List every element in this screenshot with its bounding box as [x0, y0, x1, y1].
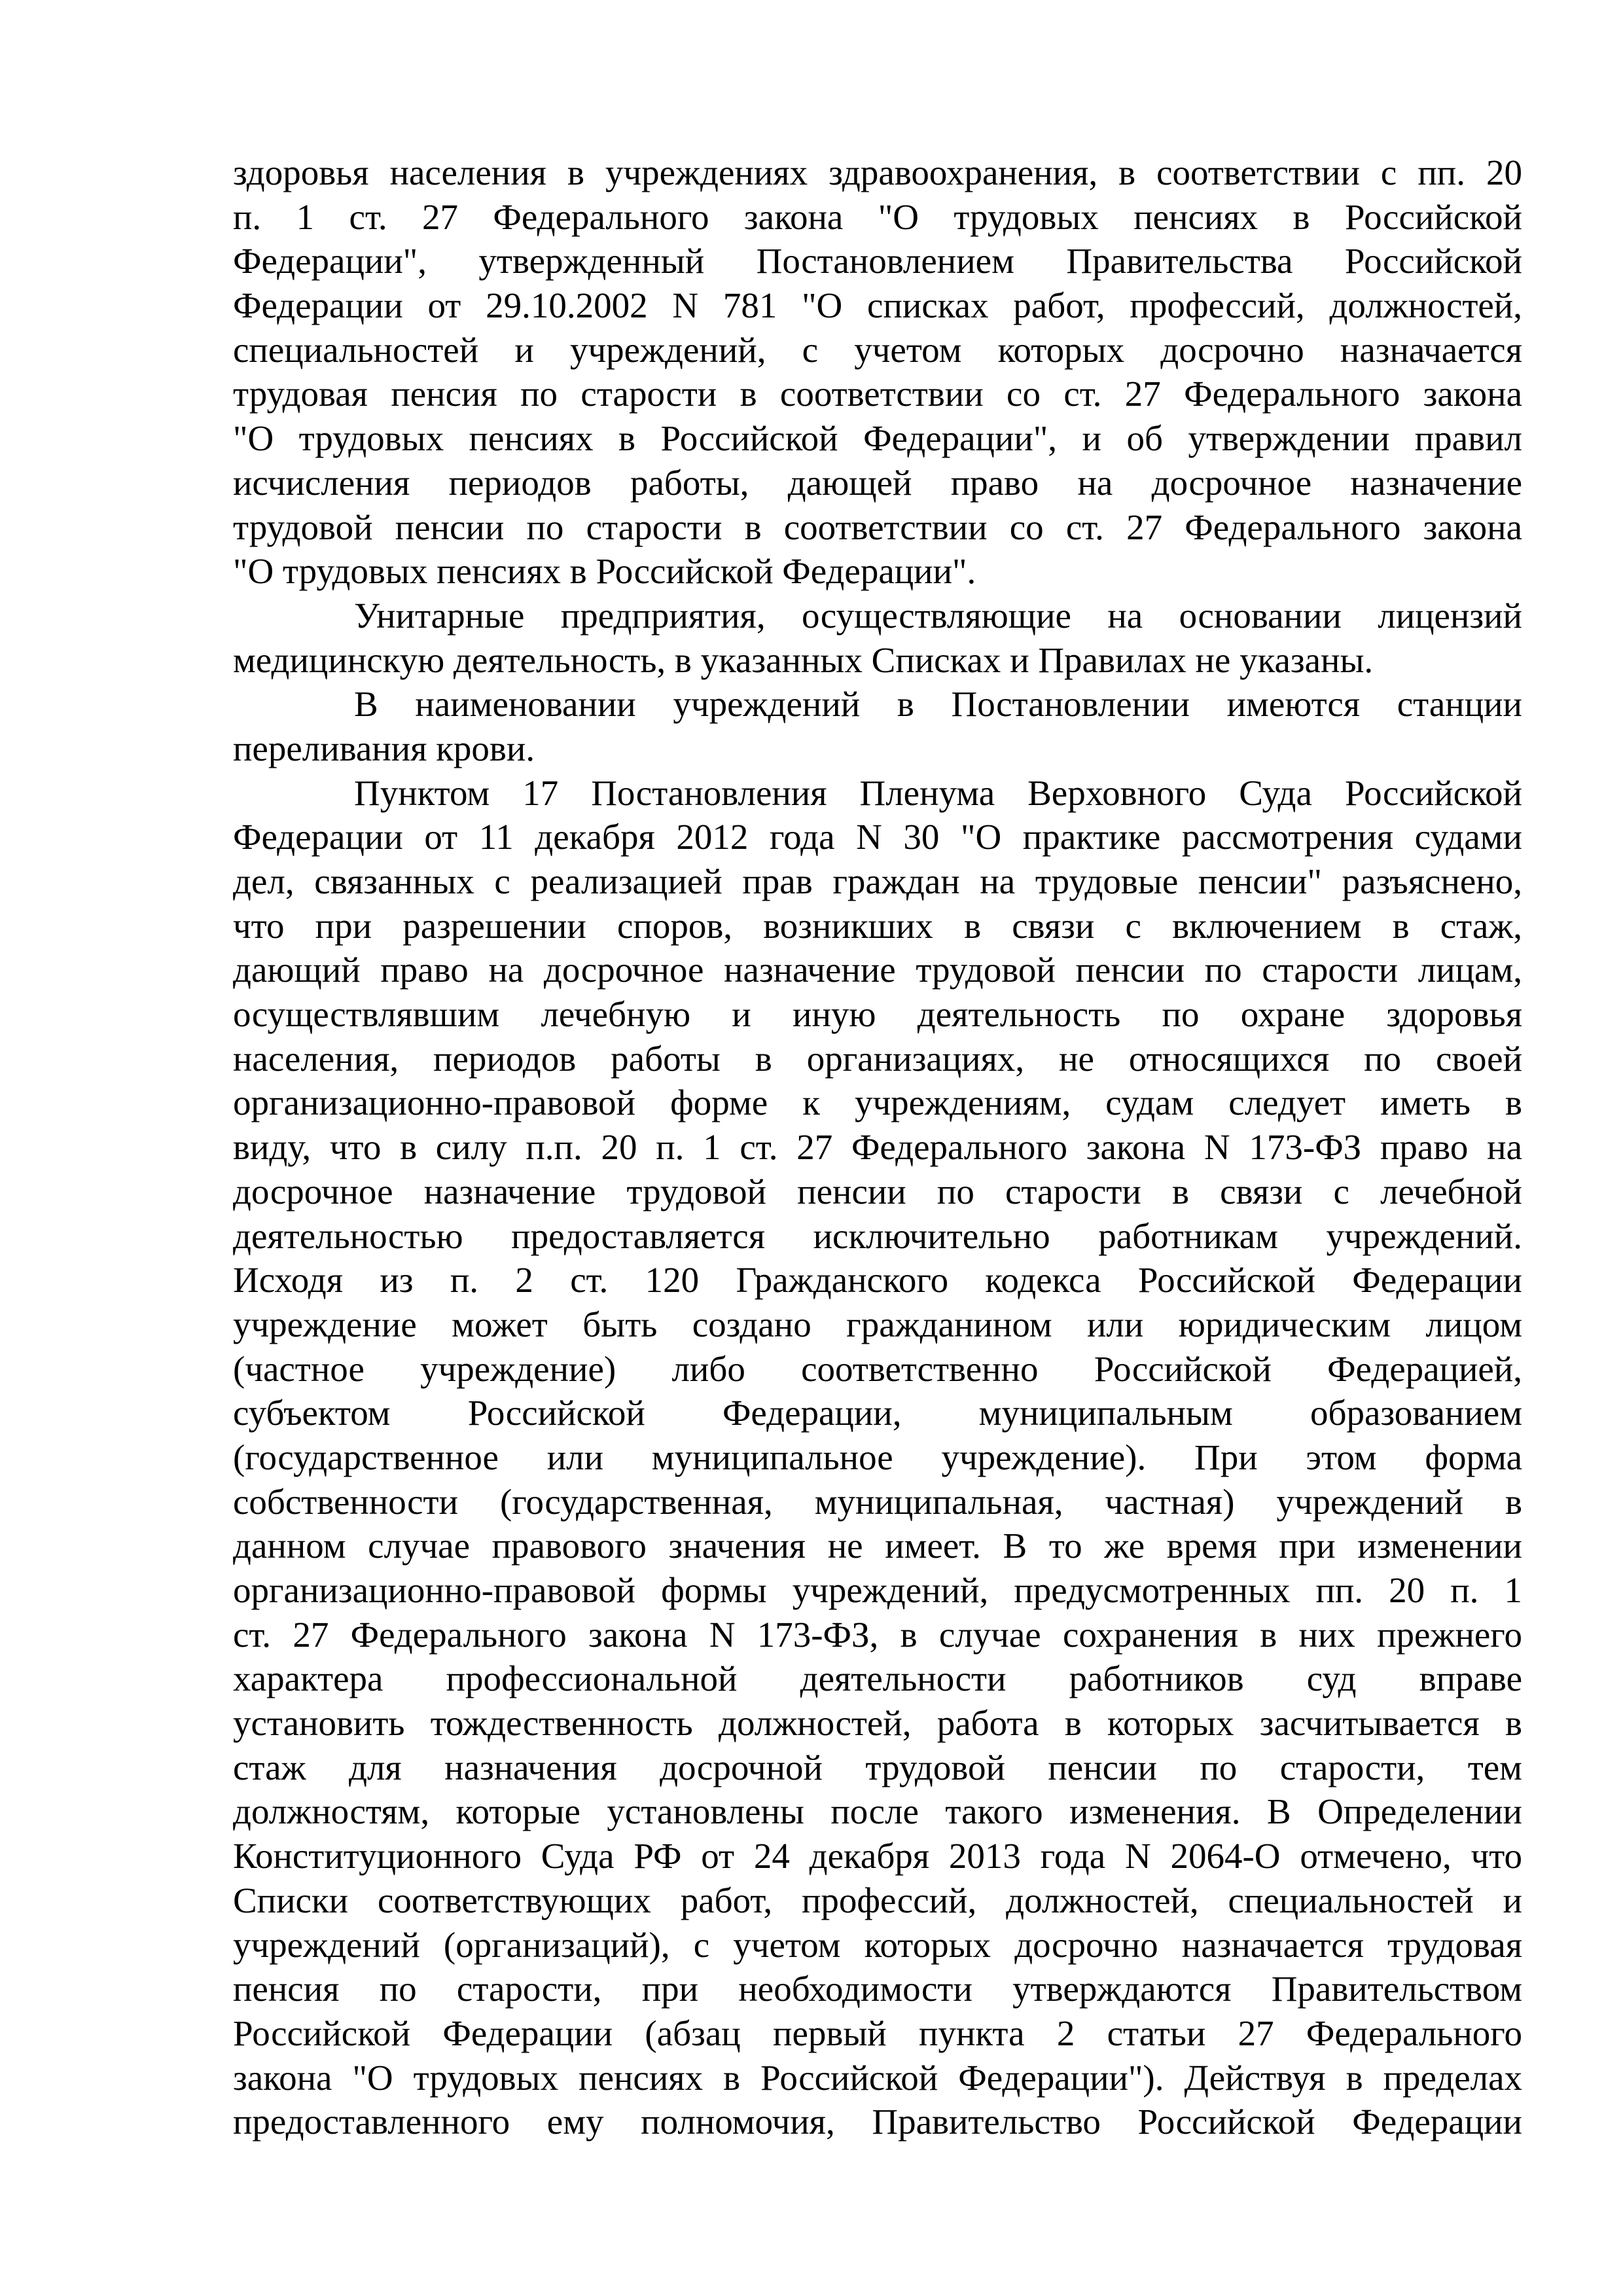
text-line: закона "О трудовых пенсиях в Российской Федерации"). Действуя в пределах [233, 2057, 1522, 2098]
text-line: Федерации", утвержденный Постановлением Правительства Российской [233, 241, 1522, 281]
text-line: что при разрешении споров, возникших в связи с включением в стаж, [233, 905, 1522, 946]
text-line: п. 1 ст. 27 Федерального закона "О трудовых пенсиях в Российской [233, 196, 1522, 237]
text-line: Унитарные предприятия, осуществляющие на основании лицензий [354, 595, 1522, 636]
text-line: (частное учреждение) либо соответственно Российской Федерацией, [233, 1348, 1522, 1389]
text-line: трудовая пенсия по старости в соответствии со ст. 27 Федерального закона [233, 374, 1522, 414]
text-line: дел, связанных с реализацией прав граждан на трудовые пенсии" разъяснено, [233, 861, 1522, 901]
text-line: Списки соответствующих работ, профессий, должностей, специальностей и [233, 1880, 1522, 1920]
text-line: характера профессиональной деятельности работников суд вправе [233, 1659, 1522, 1699]
text-line: медицинскую деятельность, в указанных Списках и Правилах не указаны. [233, 639, 1374, 680]
text-line: исчисления периодов работы, дающей право на досрочное назначение [233, 462, 1522, 503]
text-line: деятельностью предоставляется исключительно работникам учреждений. [233, 1215, 1522, 1256]
text-line: населения, периодов работы в организациях, не относящихся по своей [233, 1038, 1522, 1079]
text-line: должностям, которые установлены после такого изменения. В Определении [233, 1791, 1522, 1832]
text-line: дающий право на досрочное назначение трудовой пенсии по старости лицам, [233, 950, 1522, 990]
text-line: (государственное или муниципальное учреждение). При этом форма [233, 1437, 1522, 1477]
text-line: предоставленного ему полномочия, Правительство Российской Федерации [233, 2102, 1522, 2142]
text-line: ст. 27 Федерального закона N 173-ФЗ, в случае сохранения в них прежнего [233, 1614, 1522, 1655]
text-line: переливания крови. [233, 728, 535, 768]
text-line: "О трудовых пенсиях в Российской Федерации", и об утверждении правил [233, 418, 1522, 459]
text-line: учреждений (организаций), с учетом которых досрочно назначается трудовая [233, 1924, 1522, 1965]
text-block [233, 151, 1522, 2144]
text-line: Российской Федерации (абзац первый пункта 2 статьи 27 Федерального [233, 2013, 1522, 2053]
text-line: виду, что в силу п.п. 20 п. 1 ст. 27 Федерального закона N 173-ФЗ право на [233, 1127, 1522, 1168]
text-line: пенсия по старости, при необходимости утверждаются Правительством [233, 1969, 1522, 2009]
text-line: Пунктом 17 Постановления Пленума Верховного Суда Российской [354, 772, 1522, 813]
text-line: субъектом Российской Федерации, муниципальным образованием [233, 1393, 1522, 1433]
text-line: здоровья населения в учреждениях здравоохранения, в соответствии с пп. 20 [233, 152, 1522, 192]
text-line: Федерации от 11 декабря 2012 года N 30 "О практике рассмотрения судами [233, 817, 1522, 857]
text-line: В наименовании учреждений в Постановлении имеются станции [354, 684, 1522, 725]
text-line: Конституционного Суда РФ от 24 декабря 2013 года N 2064-О отмечено, что [233, 1836, 1522, 1876]
text-line: учреждение может быть создано гражданином или юридическим лицом [233, 1304, 1522, 1344]
text-line: данном случае правового значения не имеет. В то же время при изменении [233, 1526, 1522, 1566]
text-line: Федерации от 29.10.2002 N 781 "О списках работ, профессий, должностей, [233, 285, 1522, 326]
text-line: "О трудовых пенсиях в Российской Федерации". [233, 551, 976, 592]
text-line: организационно-правовой формы учреждений, предусмотренных пп. 20 п. 1 [233, 1570, 1522, 1610]
text-line: специальностей и учреждений, с учетом которых досрочно назначается [233, 329, 1522, 370]
text-line: досрочное назначение трудовой пенсии по старости в связи с лечебной [233, 1171, 1522, 1211]
text-line: организационно-правовой форме к учреждениям, судам следует иметь в [233, 1083, 1522, 1123]
text-line: установить тождественность должностей, работа в которых засчитывается в [233, 1703, 1522, 1744]
text-line: Исходя из п. 2 ст. 120 Гражданского кодекса Российской Федерации [233, 1260, 1522, 1300]
text-line: стаж для назначения досрочной трудовой пенсии по старости, тем [233, 1747, 1522, 1787]
text-line: собственности (государственная, муниципальная, частная) учреждений в [233, 1481, 1522, 1522]
text-line: трудовой пенсии по старости в соответствии со ст. 27 Федерального закона [233, 507, 1522, 547]
text-line: осуществлявшим лечебную и иную деятельность по охране здоровья [233, 994, 1522, 1035]
